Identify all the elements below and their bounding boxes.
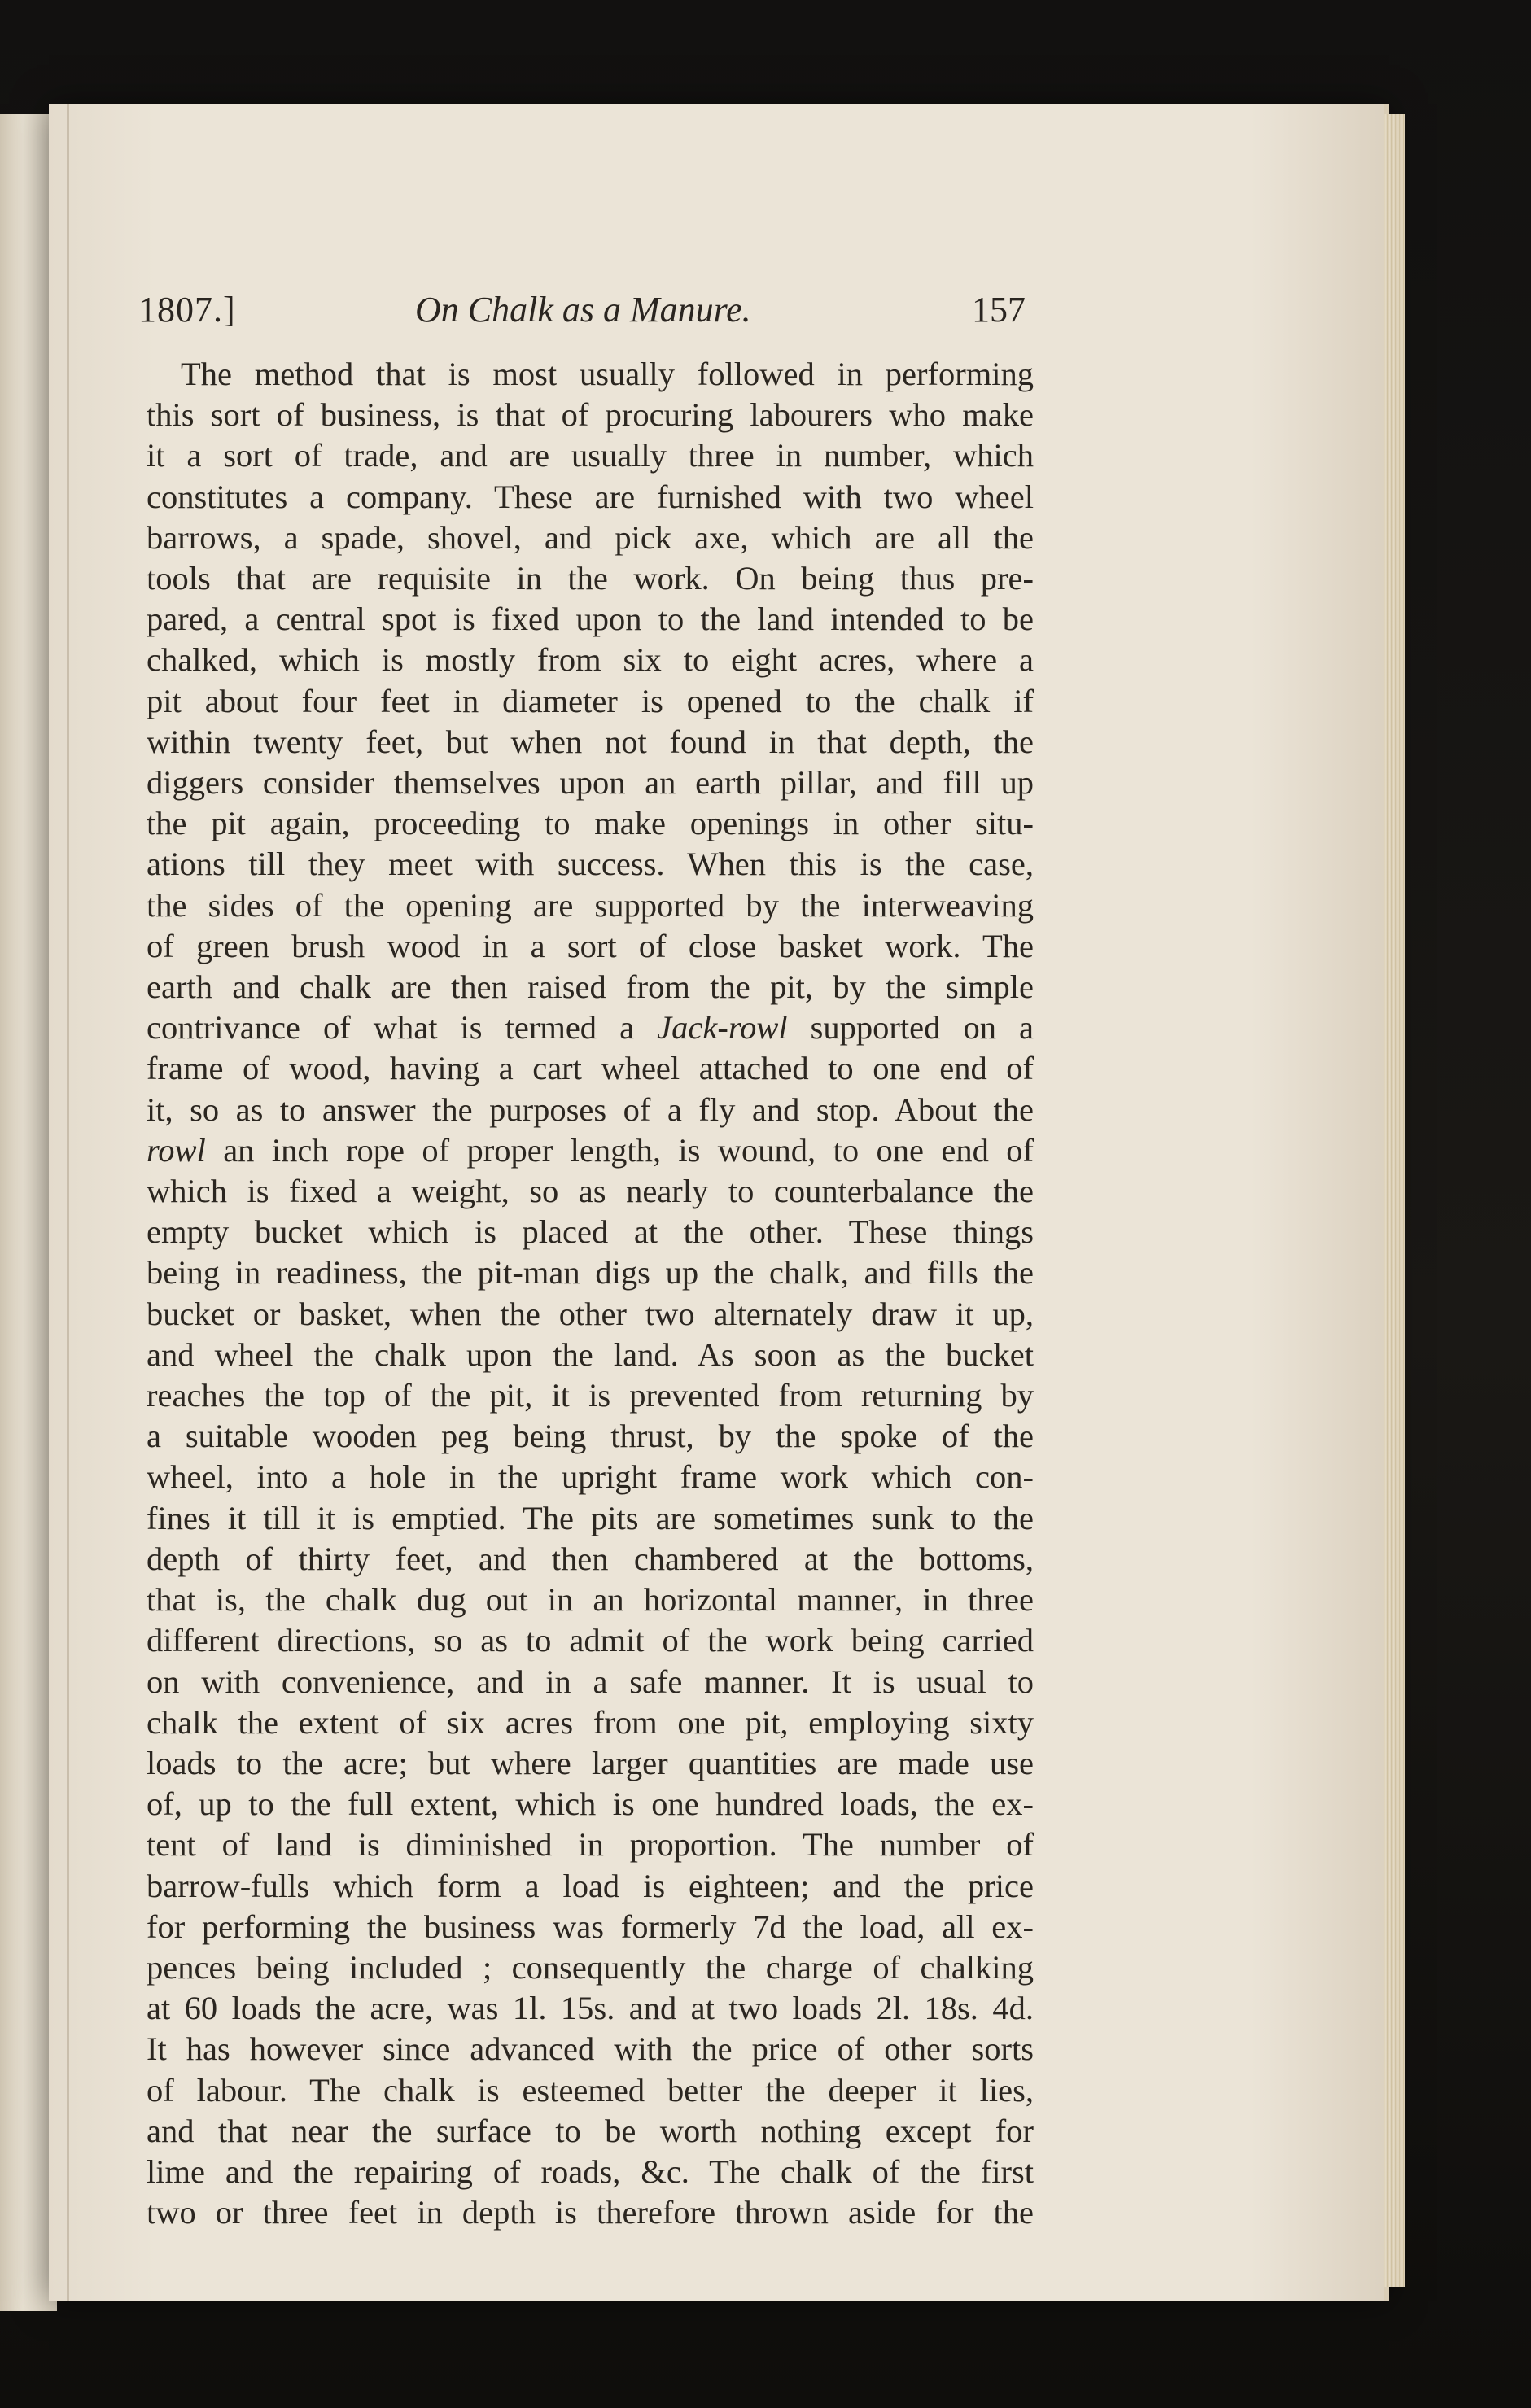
text-line: different directions, so as to admit of the work being carried — [147, 1622, 1034, 1659]
text-line: contrivance of what is termed a Jack-rowl supported on a — [147, 1009, 1034, 1047]
text-line: loads to the acre; but where larger quantities are made use — [147, 1744, 1034, 1781]
text-line: pences being included ; consequently the charge of chalking — [147, 1948, 1034, 1986]
text-line: at 60 loads the acre, was 1l. 15s. and at two loads 2l. 18s. 4d. — [147, 1990, 1034, 2027]
text-line: empty bucket which is placed at the other. These things — [147, 1213, 1034, 1251]
body-text — [147, 354, 1034, 2233]
text-line: of green brush wood in a sort of close basket work. The — [147, 927, 1034, 964]
text-line: pared, a central spot is fixed upon to the land intended to be — [147, 601, 1034, 638]
text-line: two or three feet in depth is therefore thrown aside for the — [147, 2194, 1034, 2231]
running-header — [138, 289, 1026, 338]
text-line: and that near the surface to be worth nothing except for — [147, 2112, 1034, 2149]
text-line: being in readiness, the pit-man digs up the chalk, and fills the — [147, 1254, 1034, 1291]
text-line: It has however since advanced with the price of other sorts — [147, 2030, 1034, 2068]
header-year: 1807.] — [138, 290, 236, 330]
text-line: a suitable wooden peg being thrust, by the spoke of the — [147, 1418, 1034, 1455]
text-line: barrows, a spade, shovel, and pick axe, which are all the — [147, 518, 1034, 556]
text-line: the pit again, proceeding to make openings in other situ- — [147, 805, 1034, 842]
text-line: for performing the business was formerly 7d the load, all ex- — [147, 1908, 1034, 1945]
page-number: 157 — [972, 290, 1026, 330]
text-line: this sort of business, is that of procuring labourers who make — [147, 396, 1034, 434]
text-line: chalked, which is mostly from six to eight acres, where a — [147, 641, 1034, 679]
text-line: diggers consider themselves upon an earth pillar, and fill up — [147, 764, 1034, 802]
text-line: earth and chalk are then raised from the pit, by the simple — [147, 968, 1034, 1006]
header-title: On Chalk as a Manure. — [415, 290, 751, 330]
text-line: frame of wood, having a cart wheel attached to one end of — [147, 1050, 1034, 1087]
text-line: The method that is most usually followed in performing — [181, 356, 1034, 392]
text-line: wheel, into a hole in the upright frame work which con- — [147, 1458, 1034, 1496]
text-line: ations till they meet with success. When this is the case, — [147, 846, 1034, 883]
text-line: rowl an inch rope of proper length, is wound, to one end of — [147, 1131, 1034, 1169]
text-line: tools that are requisite in the work. On being thus pre- — [147, 560, 1034, 597]
text-line: on with convenience, and in a safe manner. It is usual to — [147, 1663, 1034, 1700]
text-line: of, up to the full extent, which is one hundred loads, the ex- — [147, 1785, 1034, 1823]
text-line: that is, the chalk dug out in an horizontal manner, in three — [147, 1581, 1034, 1619]
text-line: tent of land is diminished in proportion. The number of — [147, 1826, 1034, 1864]
text-line: within twenty feet, but when not found in that depth, the — [147, 723, 1034, 760]
text-line: depth of thirty feet, and then chambered at the bottoms, — [147, 1540, 1034, 1577]
page-gutter — [67, 104, 69, 2301]
text-line: barrow-fulls which form a load is eighteen; and the price — [147, 1867, 1034, 1904]
text-line: fines it till it is emptied. The pits are sometimes sunk to the — [147, 1499, 1034, 1536]
text-line: chalk the extent of six acres from one pit, employing sixty — [147, 1703, 1034, 1741]
page-fore-edge — [1384, 114, 1405, 2287]
text-line: it a sort of trade, and are usually three in number, which — [147, 437, 1034, 474]
text-line: and wheel the chalk upon the land. As soon as the bucket — [147, 1335, 1034, 1373]
text-line: reaches the top of the pit, it is prevented from returning by — [147, 1377, 1034, 1414]
text-line: it, so as to answer the purposes of a fly and stop. About the — [147, 1090, 1034, 1128]
text-line: of labour. The chalk is esteemed better the deeper it lies, — [147, 2071, 1034, 2109]
text-line: the sides of the opening are supported by the interweaving — [147, 886, 1034, 924]
text-line: which is fixed a weight, so as nearly to counterbalance the — [147, 1173, 1034, 1210]
text-line: pit about four feet in diameter is opened to the chalk if — [147, 682, 1034, 719]
text-line: constitutes a company. These are furnished with two wheel — [147, 478, 1034, 515]
text-line: bucket or basket, when the other two alternately draw it up, — [147, 1295, 1034, 1332]
text-line: lime and the repairing of roads, &c. The chalk of the first — [147, 2152, 1034, 2190]
